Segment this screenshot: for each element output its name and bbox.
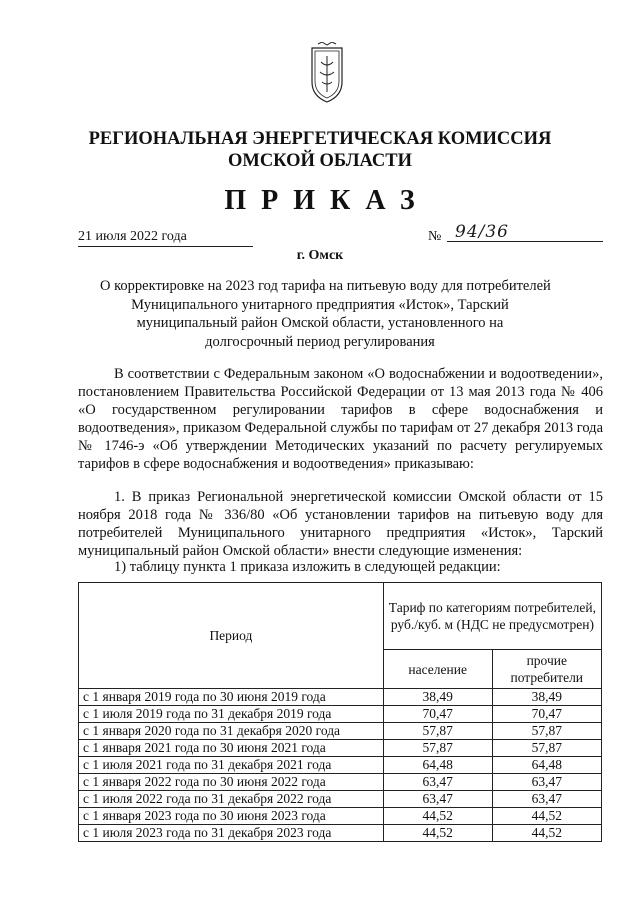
subject-line: О корректировке на 2023 год тарифа на питьевую воду для потребителей xyxy=(100,278,551,294)
period-cell: с 1 января 2022 года по 30 июня 2022 года xyxy=(79,774,384,791)
organization-name-line2: ОМСКОЙ ОБЛАСТИ xyxy=(227,151,413,171)
other-tariff-cell: 70,47 xyxy=(492,706,601,723)
table-row xyxy=(79,791,602,808)
table-row xyxy=(79,689,602,706)
other-tariff-cell: 57,87 xyxy=(492,740,601,757)
population-tariff-cell: 57,87 xyxy=(383,740,492,757)
other-tariff-cell: 44,52 xyxy=(492,808,601,825)
column-header-other-consumers: прочие потребители xyxy=(492,650,601,689)
table-row xyxy=(79,740,602,757)
other-tariff-cell: 57,87 xyxy=(492,723,601,740)
handwritten-number: 94/36 xyxy=(455,222,509,242)
period-cell: с 1 января 2021 года по 30 июня 2021 года xyxy=(79,740,384,757)
population-tariff-cell: 57,87 xyxy=(383,723,492,740)
other-tariff-cell: 63,47 xyxy=(492,774,601,791)
period-cell: с 1 января 2020 года по 31 декабря 2020 года xyxy=(79,723,384,740)
paragraph-subitem-1: 1) таблицу пункта 1 приказа изложить в следующей редакции: xyxy=(114,559,501,575)
other-tariff-cell: 44,52 xyxy=(492,825,601,842)
table-row xyxy=(79,723,602,740)
period-cell: с 1 июля 2019 года по 31 декабря 2019 года xyxy=(79,706,384,723)
period-cell: с 1 июля 2023 года по 31 декабря 2023 года xyxy=(79,825,384,842)
column-header-population: население xyxy=(383,650,492,689)
city-name: г. Омск xyxy=(296,248,344,263)
paragraph-preamble: В соответствии с Федеральным законом «О водоснабжении и водоотведении», постановлением Правительства Российской Федерации от 13 мая 2013 года № 406 «О государственном регулировании тарифов в сфере водоснабжения и водоотведения», приказом Федеральной службы по тарифам от 27 декабря 2013 года № 1746-э «Об утверждении Методических указаний по расчету регулируемых тарифов в сфере водоснабжения и водоотведения» приказываю: xyxy=(78,366,603,472)
other-tariff-cell: 63,47 xyxy=(492,791,601,808)
population-tariff-cell: 63,47 xyxy=(383,791,492,808)
period-cell: с 1 июля 2022 года по 31 декабря 2022 года xyxy=(79,791,384,808)
population-tariff-cell: 70,47 xyxy=(383,706,492,723)
subject-line: муниципальный район Омской области, установленного на xyxy=(136,315,504,331)
period-cell: с 1 января 2023 года по 30 июня 2023 года xyxy=(79,808,384,825)
coat-of-arms-emblem xyxy=(310,42,344,104)
other-tariff-cell: 38,49 xyxy=(492,689,601,706)
population-tariff-cell: 63,47 xyxy=(383,774,492,791)
column-header-period: Период xyxy=(79,583,384,689)
period-cell: с 1 июля 2021 года по 31 декабря 2021 года xyxy=(79,757,384,774)
table-row xyxy=(79,757,602,774)
document-date: 21 июля 2022 года xyxy=(78,228,253,247)
tariff-table xyxy=(78,582,602,842)
other-tariff-cell: 64,48 xyxy=(492,757,601,774)
paragraph-item-1: 1. В приказ Региональной энергетической комиссии Омской области от 15 ноября 2018 года № 336/80 «Об установлении тарифов на питьевую воду для потребителей Муниципального унитарного предприятия «Исток», Тарский муниципальный район Омской области» внести следующие изменения: xyxy=(78,489,603,559)
table-row xyxy=(79,706,602,723)
document-title: ПРИКАЗ xyxy=(224,185,430,216)
population-tariff-cell: 44,52 xyxy=(383,808,492,825)
table-row xyxy=(79,825,602,842)
order-subject xyxy=(100,277,551,351)
column-header-tariff-group: Тариф по категориям потребителей, руб./куб. м (НДС не предусмотрен) xyxy=(383,583,601,650)
table-row xyxy=(79,774,602,791)
population-tariff-cell: 44,52 xyxy=(383,825,492,842)
population-tariff-cell: 64,48 xyxy=(383,757,492,774)
table-row xyxy=(79,808,602,825)
number-label: № xyxy=(428,229,442,244)
subject-line: долгосрочный период регулирования xyxy=(205,333,435,350)
population-tariff-cell: 38,49 xyxy=(383,689,492,706)
subject-line: Муниципального унитарного предприятия «Исток», Тарский xyxy=(131,296,509,313)
period-cell: с 1 января 2019 года по 30 июня 2019 года xyxy=(79,689,384,706)
organization-name-line1: РЕГИОНАЛЬНАЯ ЭНЕРГЕТИЧЕСКАЯ КОМИССИЯ xyxy=(88,129,552,149)
